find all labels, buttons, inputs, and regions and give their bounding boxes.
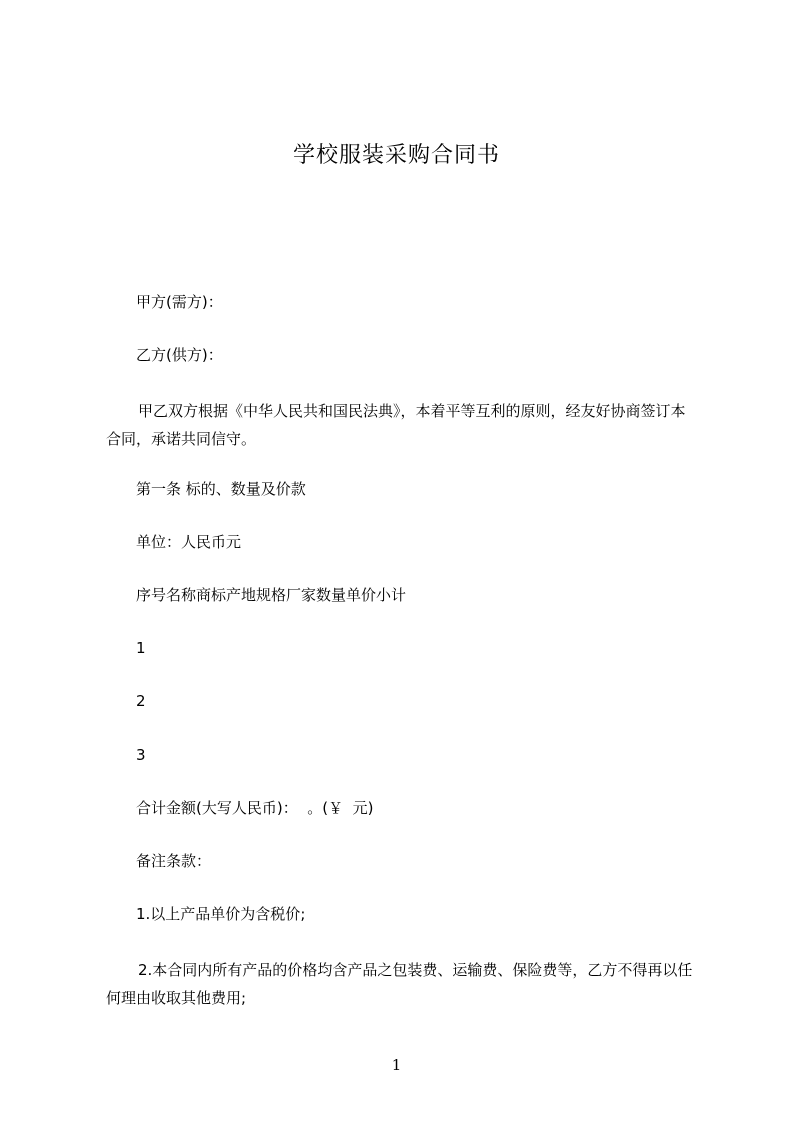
document-title: 学校服装采购合同书 xyxy=(292,143,500,168)
table-row-2: 2 xyxy=(136,692,146,710)
total-amount-line: 合计金额(大写人民币)： 。(￥ 元) xyxy=(136,799,374,817)
table-header-line: 序号名称商标产地规格厂家数量单价小计 xyxy=(136,586,407,604)
remark-1: 1.以上产品单价为含税价; xyxy=(136,905,306,923)
unit-line: 单位：人民币元 xyxy=(136,533,242,551)
article1-heading: 第一条 标的、数量及价款 xyxy=(136,480,306,498)
table-row-3: 3 xyxy=(136,746,146,764)
page-number: 1 xyxy=(391,1056,402,1074)
party-b-line: 乙方(供方)： xyxy=(136,346,223,364)
table-row-1: 1 xyxy=(136,639,146,657)
intro-paragraph: 甲乙双方根据《中华人民共和国民法典》，本着平等互利的原则，经友好协商签订本合同，承诺共同信守。 xyxy=(106,402,686,448)
remark-2: 2.本合同内所有产品的价格均含产品之包装费、运输费、保险费等，乙方不得再以任何理由收取其他费用; xyxy=(106,961,693,1007)
party-a-line: 甲方(需方)： xyxy=(136,293,223,311)
remarks-heading: 备注条款： xyxy=(136,852,212,870)
